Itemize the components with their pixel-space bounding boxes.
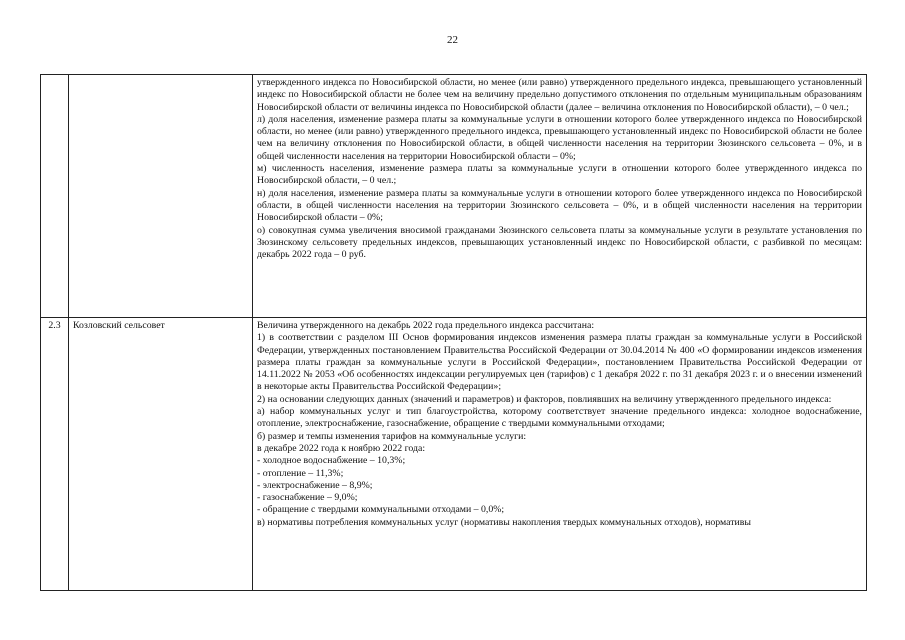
paragraph: в декабре 2022 года к ноябрю 2022 года: bbox=[257, 442, 426, 454]
paragraph: б) размер и темпы изменения тарифов на коммунальные услуги: bbox=[257, 430, 527, 442]
paragraph: - обращение с твердыми коммунальными отходами – 0,0%; bbox=[257, 504, 505, 516]
paragraph: н) доля населения, изменение размера платы за коммунальные услуги в отношении которого более утвержденного индекса по Новосибирской области, в общей численности населения на территории Зюзинского сельсовета – 0%, и в общей численности населения на территории Новосибирской области – 0%; bbox=[257, 187, 862, 224]
row-description bbox=[253, 75, 867, 318]
row-description bbox=[253, 318, 867, 591]
paragraph: 1) в соответствии с разделом III Основ формирования индексов изменения размера платы граждан за коммунальные услуги в Российской Федерации, утвержденных постановлением Правительства Российской Федерации от 30.04.2014 № 400 «О формировании индексов изменения размера платы граждан за коммунальные услуги в Российской Федерации», постановлением Правительства Российской Федерации от 14.11.2022 № 2053 «Об особенностях индексации регулируемых цен (тарифов) с 1 декабря 2022 г. по 31 декабря 2023 г. и о внесении изменений в некоторые акты Правительства Российской Федерации»; bbox=[257, 332, 862, 393]
paragraph: в) нормативы потребления коммунальных услуг (нормативы накопления твердых коммунальных отходов), нормативы bbox=[257, 516, 752, 528]
table-row bbox=[41, 318, 867, 591]
paragraph: - холодное водоснабжение – 10,3%; bbox=[257, 455, 406, 467]
page-number: 22 bbox=[447, 34, 458, 46]
paragraph: 2) на основании следующих данных (значений и параметров) и факторов, повлиявших на величину утвержденного предельного индекса: bbox=[257, 393, 832, 405]
paragraph: - отопление – 11,3%; bbox=[257, 467, 344, 479]
paragraph: а) набор коммунальных услуг и тип благоустройства, которому соответствует значение предельного индекса: холодное водоснабжение, отопление, электроснабжение, газоснабжение, обращение с твердыми коммунальными отходами; bbox=[257, 406, 862, 430]
paragraph: л) доля населения, изменение размера платы за коммунальные услуги в отношении которого более утвержденного индекса по Новосибирской области, но менее (или равно) утвержденного предельного индекса, превышающего установленный индекс по Новосибирской области не более чем на величину отклонения по Новосибирской области, в общей численности населения на территории Зюзинского сельсовета – 0%, и в общей численности населения на территории Новосибирской области – 0%; bbox=[257, 113, 862, 162]
paragraph: - газоснабжение – 9,0%; bbox=[257, 492, 358, 504]
paragraph: о) совокупная сумма увеличения вносимой гражданами Зюзинского сельсовета платы за коммунальные услуги в результате установления по Зюзинскому сельсовету предельных индексов, превышающих установленный индекс по Новосибирской области, с разбивкой по месяцам: декабрь 2022 года – 0 руб. bbox=[257, 224, 862, 261]
paragraph: - электроснабжение – 8,9%; bbox=[257, 479, 373, 491]
table-row bbox=[41, 75, 867, 318]
paragraph: утвержденного индекса по Новосибирской области, но менее (или равно) утвержденного предельного индекса, превышающего установленный индекс по Новосибирской области не более чем на величину предельно допустимого отклонения по отдельным муниципальным образованиям Новосибирской области от величины индекса по Новосибирской области (далее – величина отклонения по Новосибирской области), – 0 чел.; bbox=[257, 77, 862, 113]
row-municipality: Козловский сельсовет bbox=[69, 318, 253, 591]
row-number bbox=[41, 75, 69, 318]
paragraph: Величина утвержденного на декабрь 2022 года предельного индекса рассчитана: bbox=[257, 320, 595, 331]
row-number: 2.3 bbox=[41, 318, 69, 591]
paragraph: м) численность населения, изменение размера платы за коммунальные услуги в отношении которого более утвержденного индекса по Новосибирской области, – 0 чел.; bbox=[257, 163, 862, 187]
row-municipality bbox=[69, 75, 253, 318]
document-table bbox=[40, 74, 867, 591]
